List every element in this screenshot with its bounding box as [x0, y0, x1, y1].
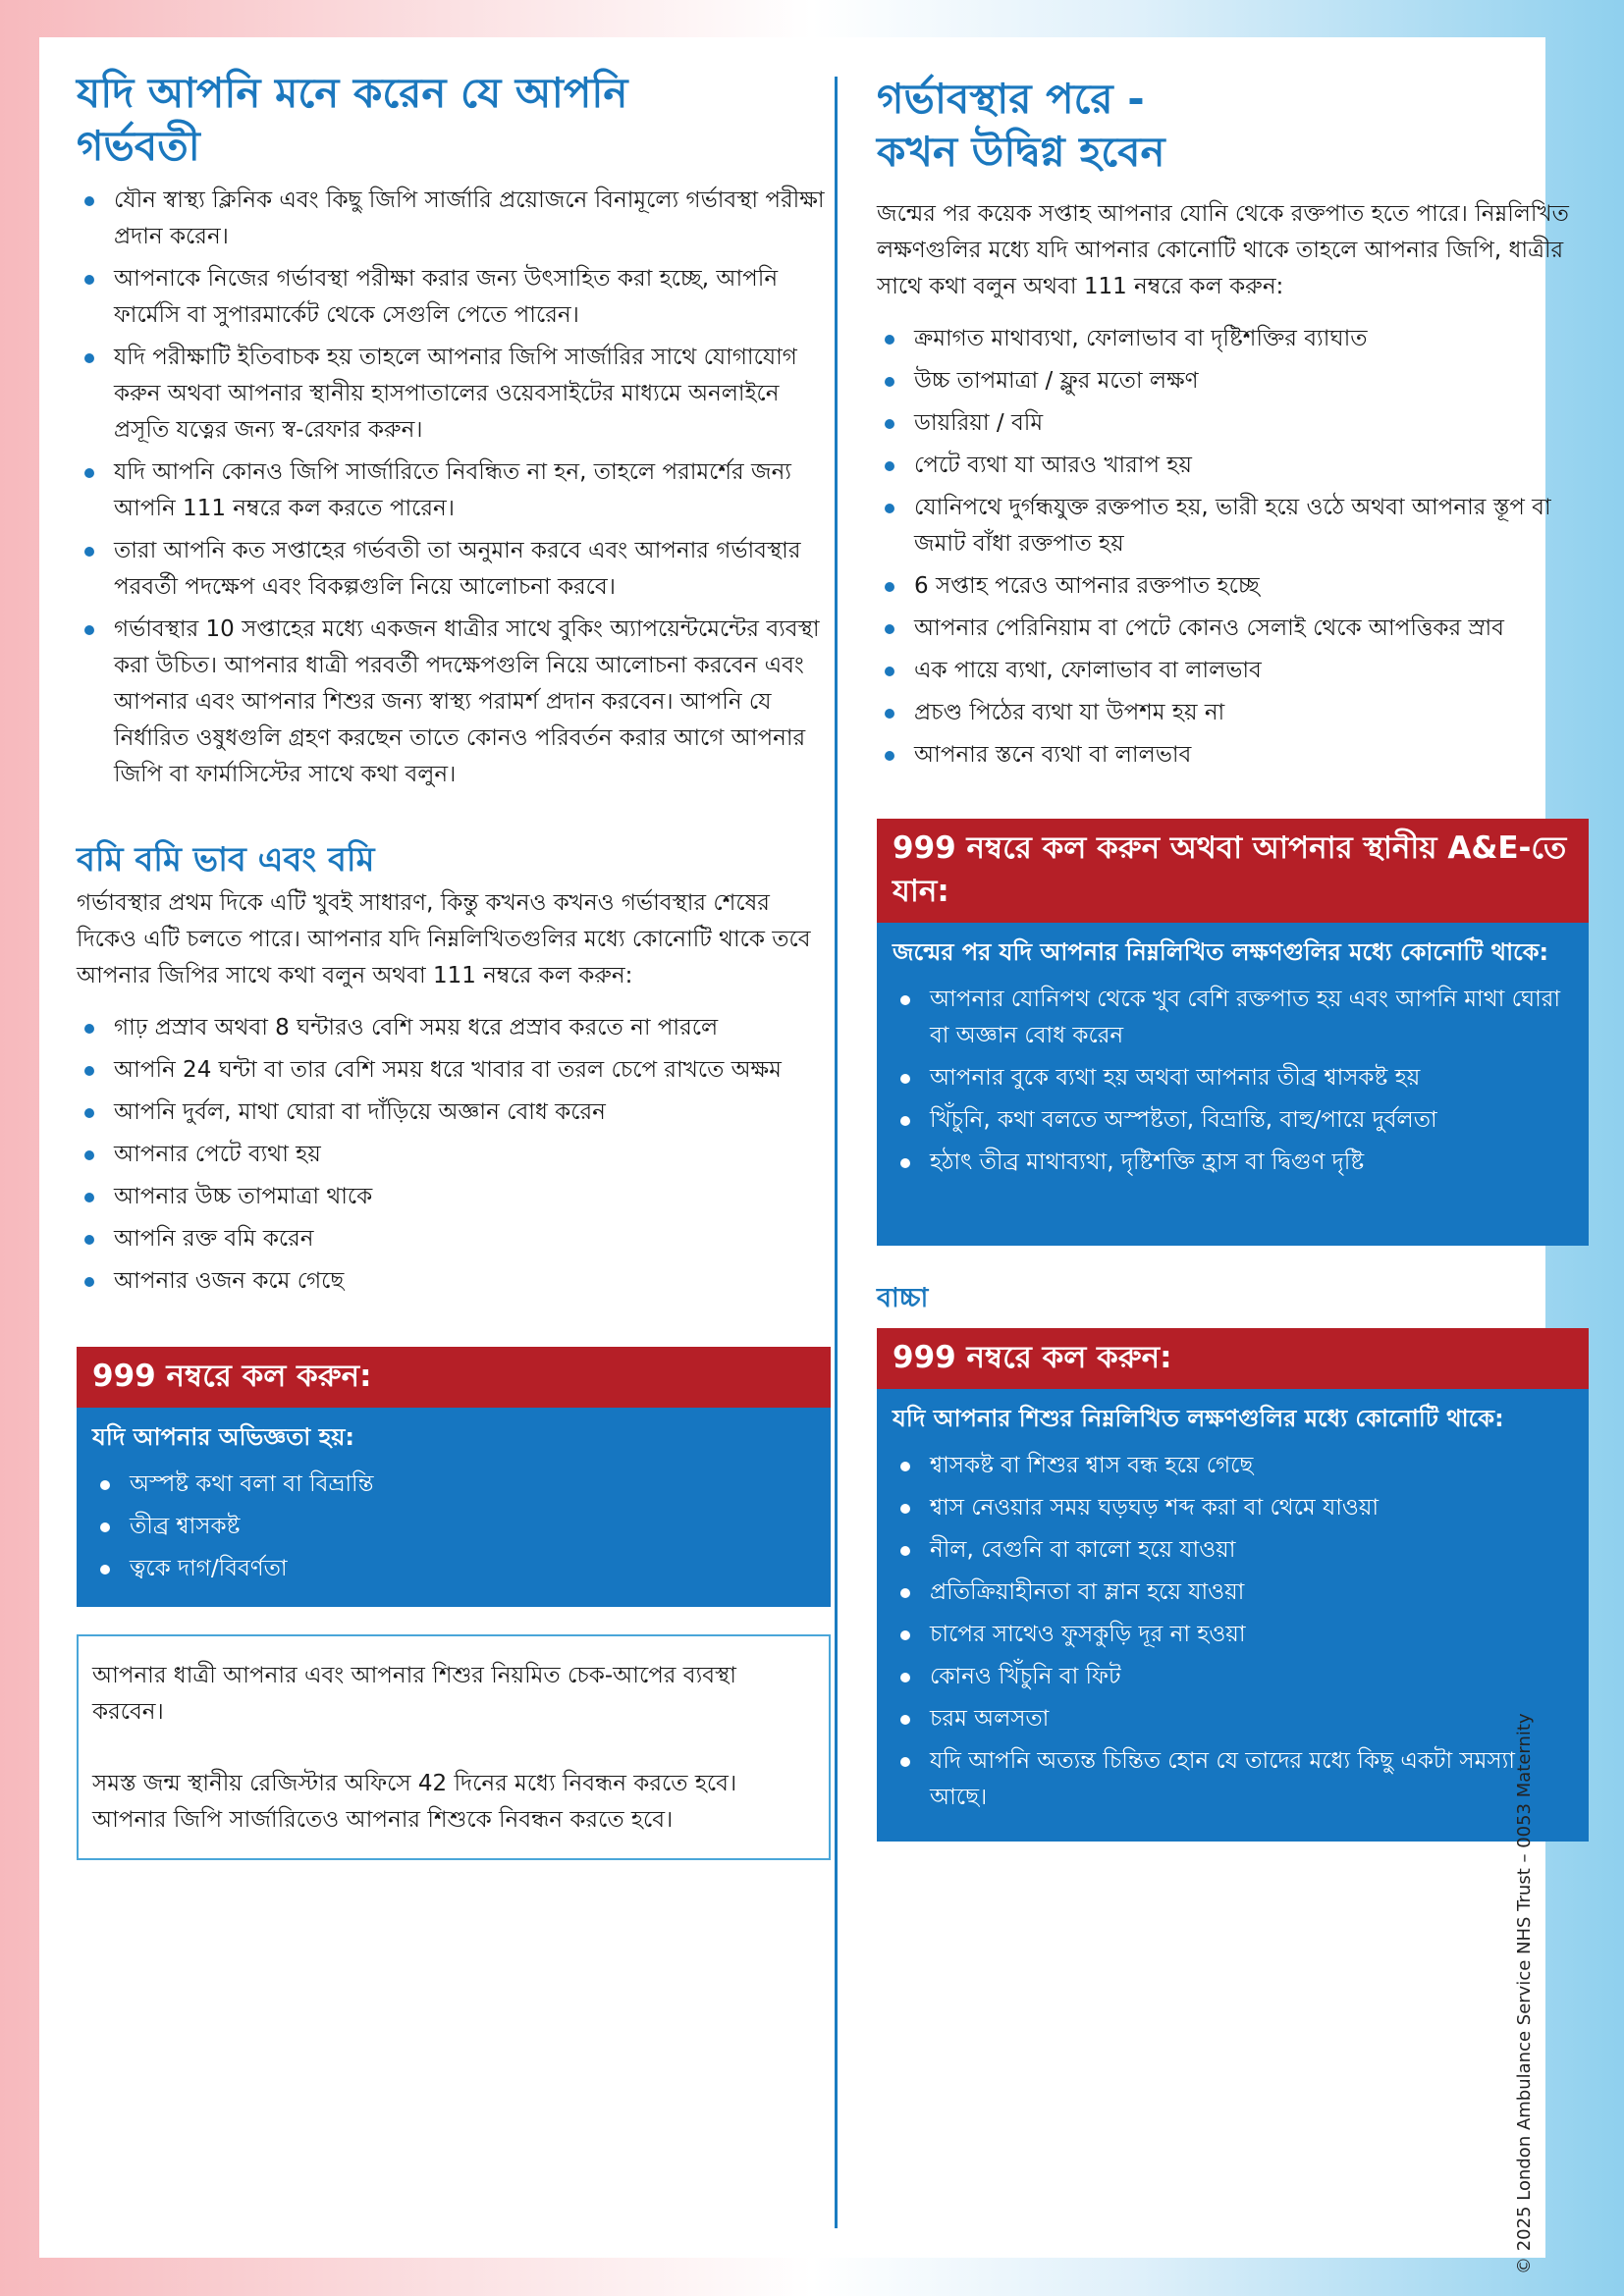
after-pregnancy-title [877, 73, 1589, 179]
call-999-callout [77, 1347, 831, 1607]
list-item: আপনি রক্ত বমি করেন [77, 1221, 831, 1257]
list-item: প্রচণ্ড পিঠের ব্যথা যা উপশম হয় না [877, 695, 1589, 731]
leaflet-page [39, 37, 1569, 2274]
after-intro: জন্মের পর কয়েক সপ্তাহ আপনার যোনি থেকে রক্তপাত হতে পারে। নিম্নলিখিত লক্ষণগুলির মধ্যে যদি আপনার কোনোটি থাকে তাহলে আপনার জিপি, ধাত্রীর সাথে কথা বলুন অথবা 111 নম্বরে কল করুন: [877, 201, 1569, 299]
baby-list [893, 1448, 1565, 1816]
after-title-line1: গর্ভাবস্থার পরে - [877, 75, 1145, 123]
right-column-content [877, 73, 1589, 1842]
list-item: হঠাৎ তীব্র মাথাব্যথা, দৃষ্টিশক্তি হ্রাস বা দ্বিগুণ দৃষ্টি [893, 1145, 1565, 1181]
pregnant-section [77, 67, 831, 793]
ae-list [893, 982, 1565, 1181]
list-item: শ্বাসকষ্ট বা শিশুর শ্বাস বন্ধ হয়ে গেছে [893, 1448, 1565, 1484]
call-999-heading: 999 নম্বরে কল করুন: [77, 1347, 831, 1408]
nausea-title: বমি বমি ভাব এবং বমি [77, 840, 375, 880]
ae-sub: জন্মের পর যদি আপনার নিম্নলিখিত লক্ষণগুলির মধ্যে কোনোটি থাকে: [893, 938, 1549, 966]
nausea-intro: গর্ভাবস্থার প্রথম দিকে এটি খুবই সাধারণ, কিন্তু কখনও কখনও গর্ভাবস্থার শেষের দিকেও এটি চলতে পারে। আপনার যদি নিম্নলিখিতগুলির মধ্যে কোনোটি থাকে তবে আপনার জিপির সাথে কথা বলুন অথবা 111 নম্বরে কল করুন: [77, 890, 811, 988]
pregnant-title [77, 67, 831, 173]
list-item: তীব্র শ্বাসকষ্ট [92, 1509, 807, 1545]
list-item: ডায়রিয়া / বমি [877, 405, 1589, 442]
list-item: এক পায়ে ব্যথা, ফোলাভাব বা লালভাব [877, 653, 1589, 689]
list-item: চাপের সাথেও ফুসকুড়ি দূর না হওয়া [893, 1617, 1565, 1653]
nausea-section [77, 838, 831, 1300]
list-item: যদি আপনি কোনও জিপি সার্জারিতে নিবন্ধিত না হন, তাহলে পরামর্শের জন্য আপনি 111 নম্বরে কল করতে পারেন। [77, 454, 831, 527]
call-999-list [92, 1467, 807, 1587]
baby-call-999-heading: 999 নম্বরে কল করুন: [877, 1328, 1589, 1389]
baby-title: বাচ্চা [877, 1283, 929, 1313]
list-item: উচ্চ তাপমাত্রা / ফ্লুর মতো লক্ষণ [877, 363, 1589, 400]
list-item: আপনি 24 ঘন্টা বা তার বেশি সময় ধরে খাবার বা তরল চেপে রাখতে অক্ষম [77, 1052, 831, 1089]
info-box [77, 1634, 831, 1860]
list-item: আপনার যোনিপথ থেকে খুব বেশি রক্তপাত হয় এবং আপনি মাথা ঘোরা বা অজ্ঞান বোধ করেন [893, 982, 1565, 1054]
right-column [835, 77, 1598, 2228]
list-item: নীল, বেগুনি বা কালো হয়ে যাওয়া [893, 1532, 1565, 1569]
pregnant-list [77, 183, 831, 793]
list-item: যোনিপথে দুর্গন্ধযুক্ত রক্তপাত হয়, ভারী হয়ে ওঠে অথবা আপনার স্তূপ বা জমাট বাঁধা রক্তপাত হয় [877, 490, 1589, 562]
list-item: যৌন স্বাস্থ্য ক্লিনিক এবং কিছু জিপি সার্জারি প্রয়োজনে বিনামূল্যে গর্ভাবস্থা পরীক্ষা প্রদান করেন। [77, 183, 831, 255]
baby-section [877, 1281, 1589, 1842]
list-item: 6 সপ্তাহ পরেও আপনার রক্তপাত হচ্ছে [877, 568, 1589, 605]
list-item: তারা আপনি কত সপ্তাহের গর্ভবতী তা অনুমান করবে এবং আপনার গর্ভাবস্থার পরবর্তী পদক্ষেপ এবং বিকল্পগুলি নিয়ে আলোচনা করবে। [77, 533, 831, 606]
list-item: ত্বকে দাগ/বিবর্ণতা [92, 1551, 807, 1587]
call-999-sub: যদি আপনার অভিজ্ঞতা হয়: [92, 1423, 354, 1451]
list-item: যদি পরীক্ষাটি ইতিবাচক হয় তাহলে আপনার জিপি সার্জারির সাথে যোগাযোগ করুন অথবা আপনার স্থানীয় হাসপাতালের ওয়েবসাইটের মাধ্যমে অনলাইনে প্রসূতি যত্নের জন্য স্ব-রেফার করুন। [77, 340, 831, 449]
baby-sub: যদি আপনার শিশুর নিম্নলিখিত লক্ষণগুলির মধ্যে কোনোটি থাকে: [893, 1405, 1504, 1432]
list-item: অস্পষ্ট কথা বলা বা বিভ্রান্তি [92, 1467, 807, 1503]
after-title-line2: কখন উদ্বিগ্ন হবেন [877, 128, 1165, 176]
list-item: শ্বাস নেওয়ার সময় ঘড়ঘড় শব্দ করা বা থেমে যাওয়া [893, 1490, 1565, 1526]
list-item: গর্ভাবস্থার 10 সপ্তাহের মধ্যে একজন ধাত্রীর সাথে বুকিং অ্যাপয়েন্টমেন্টের ব্যবস্থা করা উচিত। আপনার ধাত্রী পরবর্তী পদক্ষেপগুলি নিয়ে আলোচনা করবেন এবং আপনার এবং আপনার শিশুর জন্য স্বাস্থ্য পরামর্শ প্রদান করবেন। আপনি যে নির্ধারিত ওষুধগুলি গ্রহণ করছেন তাতে কোনও পরিবর্তন করার আগে আপনার জিপি বা ফার্মাসিস্টের সাথে কথা বলুন। [77, 612, 831, 793]
ae-heading: 999 নম্বরে কল করুন অথবা আপনার স্থানীয় A&E-তে যান: [877, 819, 1589, 923]
pregnant-title-line1: যদি আপনি মনে করেন যে আপনি [77, 69, 628, 117]
list-item: প্রতিক্রিয়াহীনতা বা ম্লান হয়ে যাওয়া [893, 1575, 1565, 1611]
list-item: আপনার ওজন কমে গেছে [77, 1263, 831, 1300]
after-list [877, 321, 1589, 774]
pregnant-title-line2: গর্ভবতী [77, 122, 200, 170]
list-item: আপনার পেটে ব্যথা হয় [77, 1137, 831, 1173]
list-item: খিঁচুনি, কথা বলতে অস্পষ্টতা, বিভ্রান্তি, বাহু/পায়ে দুর্বলতা [893, 1102, 1565, 1139]
list-item: পেটে ব্যথা যা আরও খারাপ হয় [877, 448, 1589, 484]
ae-body [877, 923, 1589, 1246]
list-item: আপনার স্তনে ব্যথা বা লালভাব [877, 737, 1589, 774]
list-item: আপনার পেরিনিয়াম বা পেটে কোনও সেলাই থেকে আপত্তিকর স্রাব [877, 611, 1589, 647]
baby-call-999-body [877, 1389, 1589, 1842]
list-item: গাঢ় প্রস্রাব অথবা 8 ঘন্টারও বেশি সময় ধরে প্রস্রাব করতে না পারলে [77, 1010, 831, 1046]
info-paragraph-2: সমস্ত জন্ম স্থানীয় রেজিস্টার অফিসে 42 দিনের মধ্যে নিবন্ধন করতে হবে। আপনার জিপি সার্জারিতেও আপনার শিশুকে নিবন্ধন করতে হবে। [92, 1771, 737, 1833]
nausea-list [77, 1010, 831, 1300]
list-item: আপনার বুকে ব্যথা হয় অথবা আপনার তীব্র শ্বাসকষ্ট হয় [893, 1060, 1565, 1096]
call-999-body [77, 1408, 831, 1607]
copyright-footer [1514, 1706, 1534, 2295]
list-item: কোনও খিঁচুনি বা ফিট [893, 1659, 1565, 1695]
list-item: আপনি দুর্বল, মাথা ঘোরা বা দাঁড়িয়ে অজ্ঞান বোধ করেন [77, 1095, 831, 1131]
copyright-text: © 2025 London Ambulance Service NHS Trust – 0053 Maternity [1514, 1713, 1535, 2274]
after-pregnancy-section [877, 73, 1589, 774]
list-item: আপনাকে নিজের গর্ভাবস্থা পরীক্ষা করার জন্য উৎসাহিত করা হচ্ছে, আপনি ফার্মেসি বা সুপারমার্কেট থেকে সেগুলি পেতে পারেন। [77, 261, 831, 334]
info-paragraph-1: আপনার ধাত্রী আপনার এবং আপনার শিশুর নিয়মিত চেক-আপের ব্যবস্থা করবেন। [92, 1663, 736, 1725]
list-item: আপনার উচ্চ তাপমাত্রা থাকে [77, 1179, 831, 1215]
ae-callout [877, 819, 1589, 1246]
list-item: ক্রমাগত মাথাব্যথা, ফোলাভাব বা দৃষ্টিশক্তির ব্যাঘাত [877, 321, 1589, 357]
list-item: যদি আপনি অত্যন্ত চিন্তিত হোন যে তাদের মধ্যে কিছু একটা সমস্যা আছে। [893, 1743, 1565, 1816]
list-item: চরম অলসতা [893, 1701, 1565, 1737]
left-column [77, 67, 831, 1860]
